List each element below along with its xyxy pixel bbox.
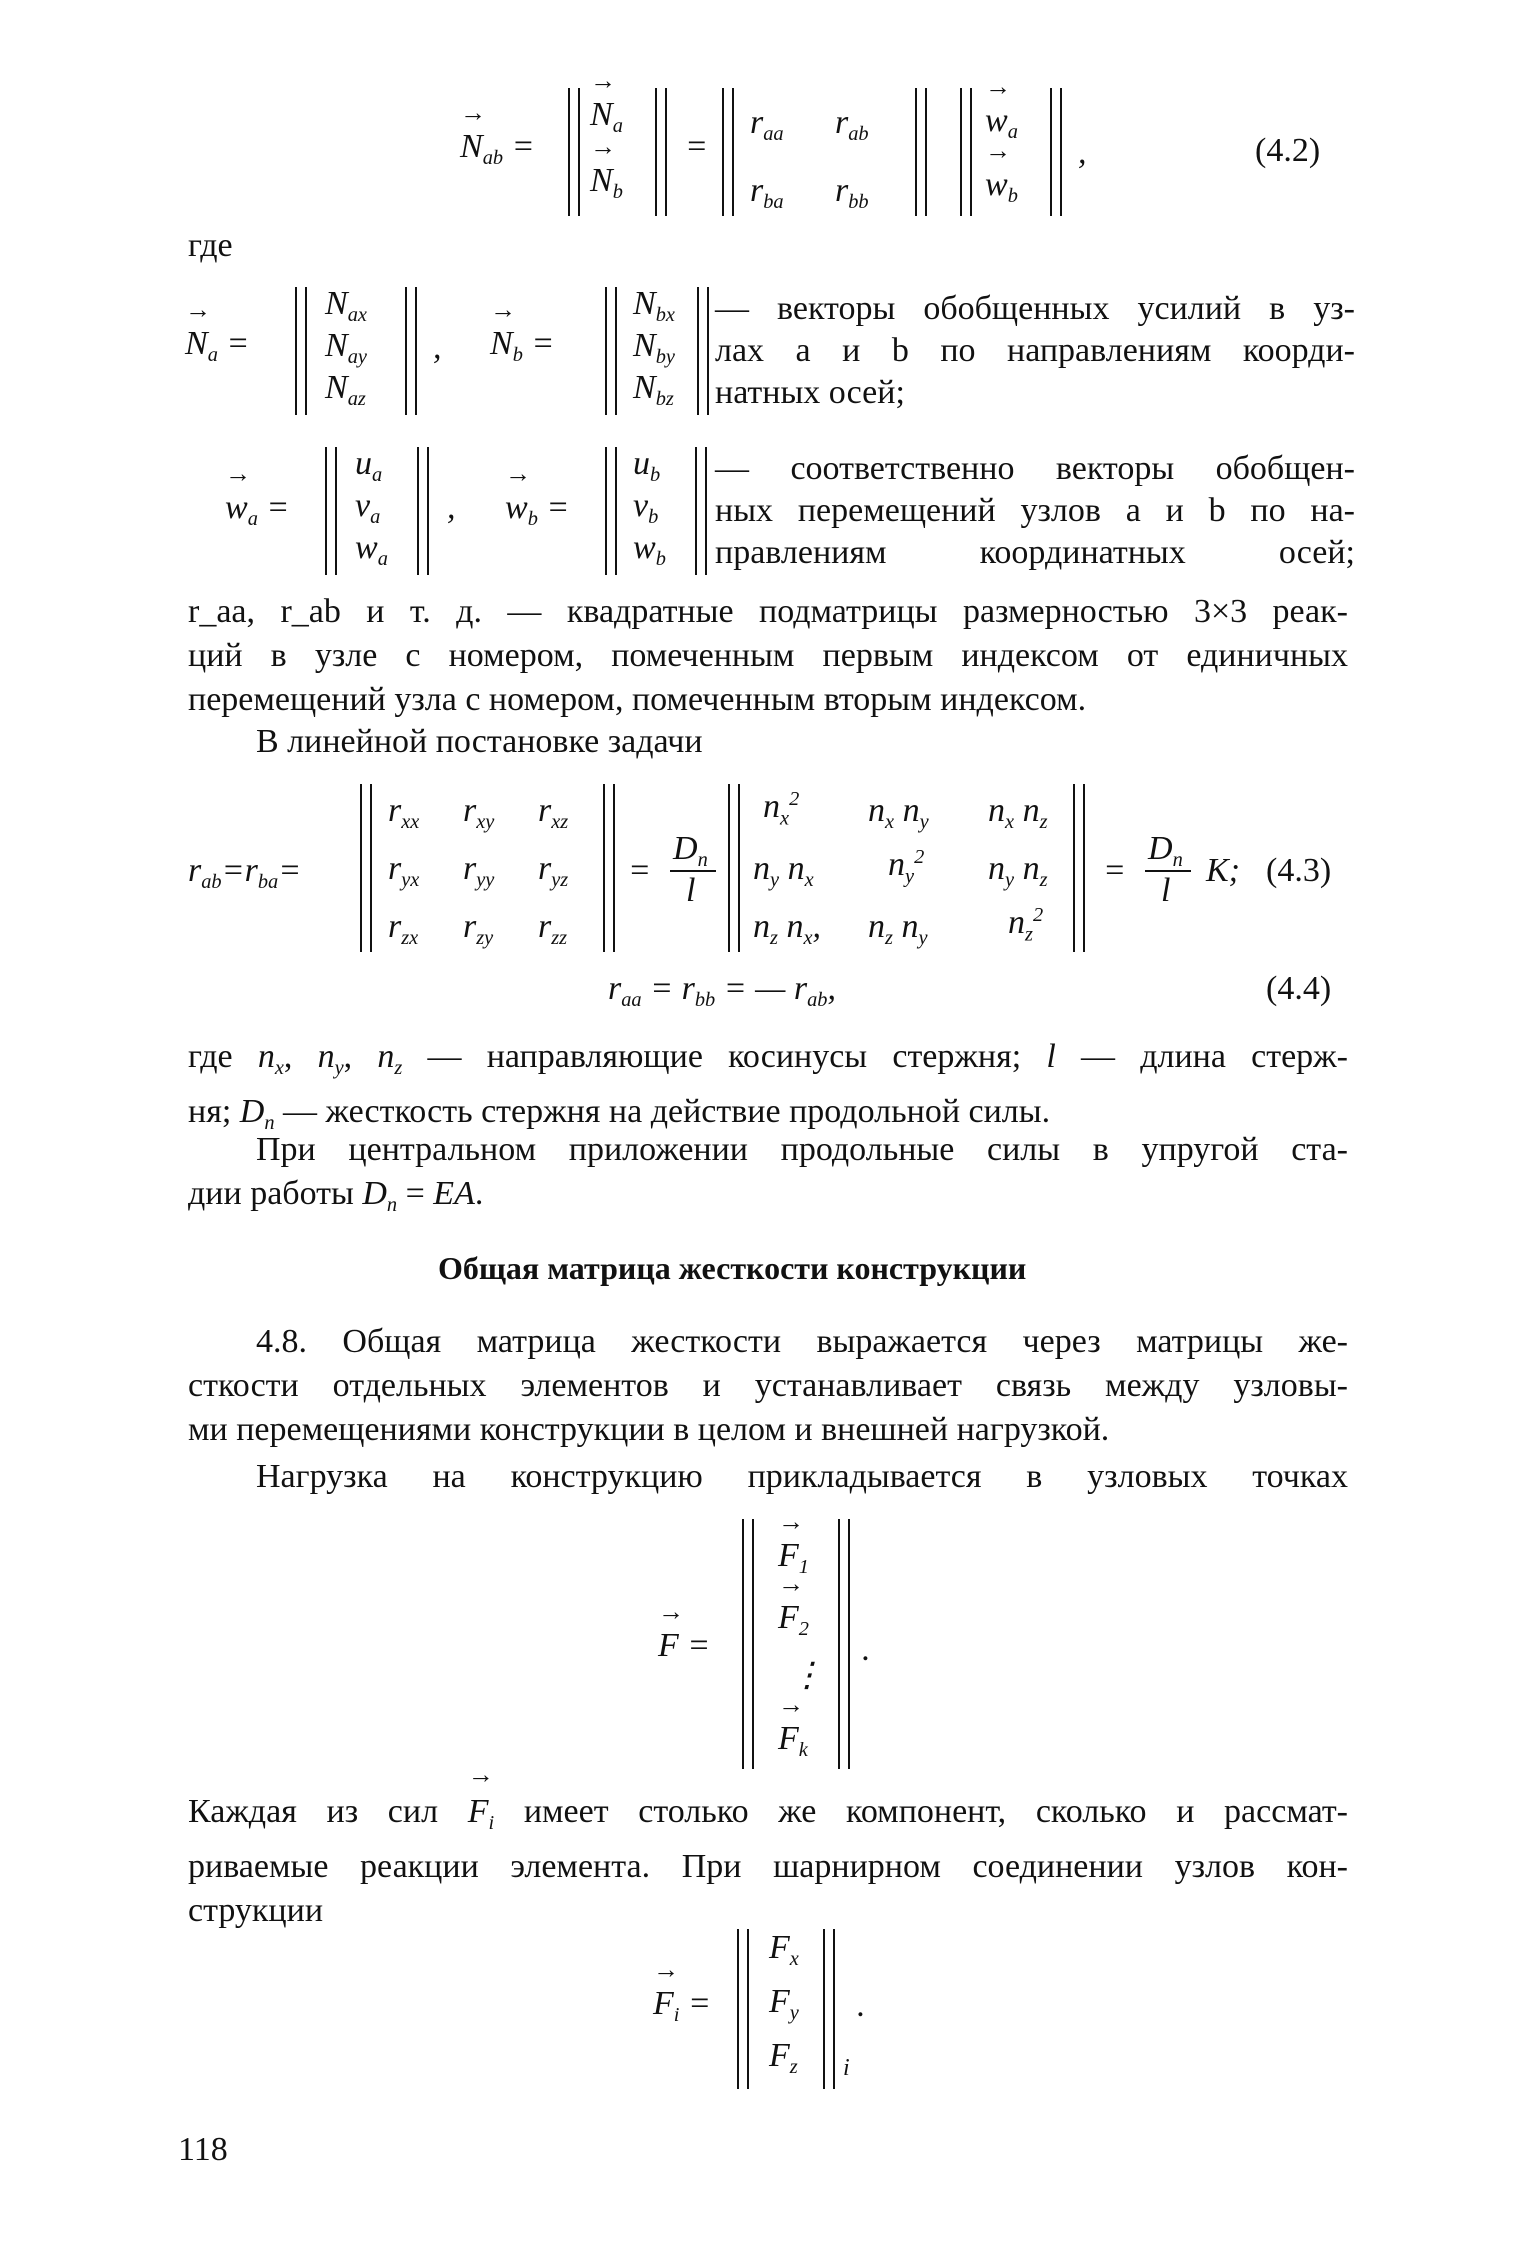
r-ba: $r_{ba}$	[750, 172, 784, 214]
vec-N-b: → $N_b$	[590, 162, 623, 204]
where-label: где	[188, 227, 233, 264]
linear-intro: В линейной постановке задачи	[256, 723, 703, 760]
eq-number-4-3: (4.3)	[1266, 852, 1332, 889]
definition-w: → $w_a$ = $u_a$ $v_a$ $w_a$ , → $w_b$ = $u_b$ $v_b$ $w_b$ — соответственно векторы обобщен- ных перемещений узлов a и b по на- правлениям координатных осей;	[185, 445, 1355, 585]
central-application-paragraph: При центральном приложении продольные силы в упругой ста- дии работы $D_n$ = EA.	[188, 1131, 1348, 1217]
cosines-paragraph: где $n_x$, $n_y$, $n_z$ — направляющие косинусы стержня; l — длина стерж- ня; $D_n$ — жесткость стержня на действие продольной силы.	[188, 1038, 1348, 1135]
eq-number-4-2: (4.2)	[1255, 132, 1321, 169]
F-vector-equation: → F = → $F_1$ → $F_2$ ⋮ → $F_k$ .	[650, 1515, 910, 1775]
vec-N-a: → $N_a$	[590, 96, 623, 138]
equation-4-3: $r_{ab}=r_{ba}=$ $r_{xx}$ $r_{xy}$ $r_{xz}$ $r_{yx}$ $r_{yy}$ $r_{yz}$ $r_{zx}$ $r_{zy}$ $r_{zz}$ = $D_n$ l $n_x^2$ $n_x$ $n_y$ $n_x$ $n_z$ $n_y$ $n_x$ $n_y^2$ $n_y$ $n_z$ $n_z$ $n_x$, $n_z$ $n_y$ $n_z^2$ = $D_n$ l K; (4.3)	[188, 780, 1358, 960]
section-heading: Общая матрица жесткости конструкции	[438, 1250, 1027, 1286]
r-bb: $r_{bb}$	[835, 172, 869, 214]
eq-number-4-4: (4.4)	[1266, 970, 1332, 1007]
equation-4-4: $r_{aa} = r_{bb}$ = — $r_{ab}$, (4.4)	[608, 970, 1332, 1012]
equation-4-2: → $N_{ab}$ = → $N_a$ → $N_b$ = $r_{aa}$ $r_{ab}$ $r_{ba}$ $r_{bb}$ → $w_a$ → $w_b$ , (4.2)	[450, 80, 1330, 220]
load-line: Нагрузка на конструкцию прикладывается в узловых точках	[256, 1458, 1348, 1495]
definition-N: → $N_a$ = $N_{ax}$ $N_{ay}$ $N_{az}$ , → $N_b$ = $N_{bx}$ $N_{by}$ $N_{bz}$ — векторы обобщенных усилий в уз- лах a и b по направлениям коорди- натных осей;	[185, 285, 1355, 425]
Fi-vector-equation: → $F_i$ = $F_x$ $F_y$ $F_z$ i .	[645, 1925, 905, 2095]
N-ab-lhs: → $N_{ab}$ =	[460, 128, 535, 170]
vec-w-a: → $w_a$	[985, 102, 1018, 144]
vec-w-b: → $w_b$	[985, 166, 1018, 208]
each-force-paragraph: Каждая из сил → $F_i$ имеет столько же компонент, сколько и рассмат- риваемые реакции элемента. При шарнирном соединении узлов кон- струкции	[188, 1790, 1348, 1933]
r-aa: $r_{aa}$	[750, 104, 784, 146]
r-definition-paragraph: r_aa, r_ab и т. д. — квадратные подматрицы размерностью 3×3 реак- ций в узле с номером, помеченным первым индексом от единичных перемещений узла с номером, помеченным вторым индексом.	[188, 593, 1348, 718]
paragraph-4-8: 4.8. Общая матрица жесткости выражается через матрицы же- сткости отдельных элементов и устанавливает связь между узловы- ми перемещениями конструкции в целом и внешней нагрузкой.	[188, 1323, 1348, 1448]
r-ab: $r_{ab}$	[835, 104, 869, 146]
page-number: 118	[178, 2131, 228, 2168]
